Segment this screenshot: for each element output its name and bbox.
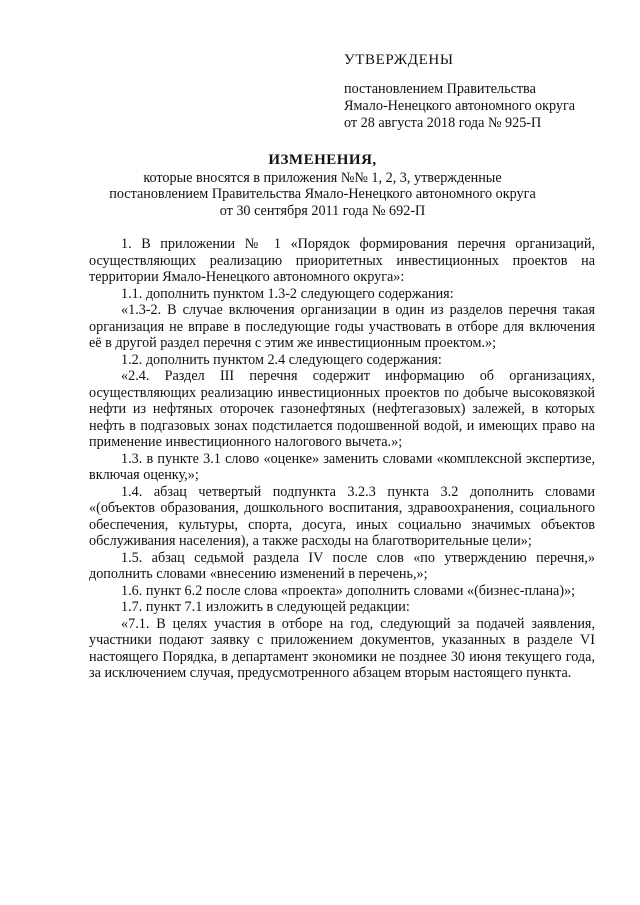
approval-title: УТВЕРЖДЕНЫ <box>344 52 454 68</box>
paragraph: 1.7. пункт 7.1 изложить в следующей редакции: <box>121 599 410 615</box>
paragraph: 1.5. абзац седьмой раздела IV после слов «по утверждению перечня,» дополнить словами «внесению изменений в перечень,»; <box>89 549 595 582</box>
paragraph: 1.4. абзац четвертый подпункта 3.2.3 пункта 3.2 дополнить словами «(объектов образования, дошкольного воспитания, здравоохранения, социального обеспечения, культуры, спорта, досуга, иных социально значимых объектов обслуживания населения), а также расходы на благотворительные цели»; <box>89 483 595 549</box>
paragraph: 1.6. пункт 6.2 после слова «проекта» дополнить словами «(бизнес-плана)»; <box>121 582 576 599</box>
approval-line-2: Ямало-Ненецкого автономного округа <box>344 98 576 114</box>
document-title-block <box>80 152 565 219</box>
document-subtitle-line-1: которые вносятся в приложения №№ 1, 2, 3, утвержденные <box>143 169 502 186</box>
approval-line-1: постановлением Правительства <box>344 81 536 97</box>
paragraph: «1.3-2. В случае включения организации в один из разделов перечня такая организация не вправе в последующие годы участвовать в отборе для включения её в другой раздел перечня с этим же инвестиционным проектом.»; <box>89 302 595 351</box>
paragraph: «7.1. В целях участия в отборе на год, следующий за подачей заявления, участники подают заявку с приложением документов, указанных в разделе VI настоящего Порядка, в департамент экономики не позднее 30 июня текущего года, за исключением случая, предусмотренного абзацем вторым настоящего пункта. <box>89 615 595 681</box>
document-subtitle-line-3: от 30 сентября 2011 года № 692-П <box>219 202 426 219</box>
paragraph: 1.2. дополнить пунктом 2.4 следующего содержания: <box>121 351 442 368</box>
document-body <box>89 236 595 682</box>
approval-line-3: от 28 августа 2018 года № 925-П <box>344 115 542 131</box>
paragraph: 1.3. в пункте 3.1 слово «оценке» заменить словами «комплексной экспертизе, включая оценку,»; <box>89 450 595 483</box>
document-title: ИЗМЕНЕНИЯ, <box>268 152 377 168</box>
paragraph: 1. В приложении № 1 «Порядок формирования перечня организаций, осуществляющих реализацию приоритетных инвестиционных проектов на территории Ямало-Ненецкого автономного округа»: <box>89 236 595 285</box>
paragraph: «2.4. Раздел III перечня содержит информацию об организациях, осуществляющих реализацию инвестиционных проектов по добыче высоковязкой нефти из нефтяных оторочек газонефтяных (нефтегазовых) залежей, в которых нефть в подгазовых зонах подстилается подошвенной водой, и имеющих право на применение инвестиционного налогового вычета.»; <box>89 368 595 450</box>
paragraph: 1.1. дополнить пунктом 1.3-2 следующего содержания: <box>121 285 454 302</box>
document-subtitle-line-2: постановлением Правительства Ямало-Ненецкого автономного округа <box>109 186 536 202</box>
approval-stamp-block <box>344 52 624 132</box>
